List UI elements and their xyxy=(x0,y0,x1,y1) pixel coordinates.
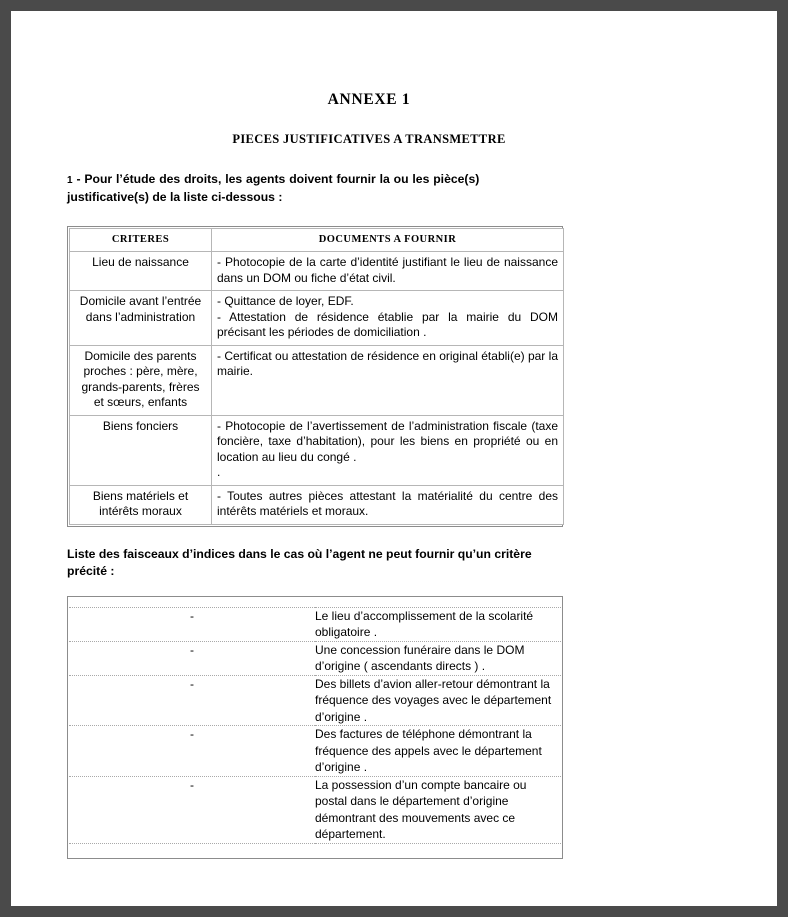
list-bullet: - xyxy=(69,641,315,675)
list-item xyxy=(69,641,561,675)
intro-text: - Pour l’étude des droits, les agents doivent fournir la ou les pièce(s) xyxy=(76,172,480,186)
indices-lead-paragraph xyxy=(67,546,567,580)
intro-paragraph-line2: justificative(s) de la liste ci-dessous : xyxy=(67,190,283,204)
criterion-cell: Lieu de naissance xyxy=(70,252,212,291)
list-item-text: La possession d’un compte bancaire ou postal dans le département d’origine démontrant des mouvements avec ce département. xyxy=(315,776,561,843)
table-row xyxy=(70,345,564,415)
document-line: - Photocopie de la carte d’identité justifiant le lieu de naissance dans un DOM ou fiche d’état civil. xyxy=(217,255,558,285)
criterion-cell: Domicile avant l’entrée dans l’administration xyxy=(70,291,212,346)
list-item xyxy=(69,776,561,843)
criterion-cell: Biens matériels et intérêts moraux xyxy=(70,485,212,524)
spacer-row xyxy=(69,843,561,857)
criteria-table-container xyxy=(67,226,563,527)
table-row xyxy=(70,415,564,485)
intro-paragraph xyxy=(67,171,612,189)
list-bullet: - xyxy=(69,675,315,726)
list-bullet: - xyxy=(69,607,315,641)
documents-cell xyxy=(212,485,564,524)
intro-number: 1 xyxy=(67,175,73,186)
indices-lead-line2: précité : xyxy=(67,563,115,578)
list-item-text: Des factures de téléphone démontrant la fréquence des appels avec le département d’origine . xyxy=(315,726,561,777)
documents-cell xyxy=(212,415,564,485)
table-row xyxy=(70,252,564,291)
indices-lead-line1: Liste des faisceaux d’indices dans le cas où l’agent ne peut fournir qu’un critère xyxy=(67,546,532,561)
list-item xyxy=(69,675,561,726)
page-subtitle: PIECES JUSTIFICATIVES A TRANSMETTRE xyxy=(232,132,506,146)
page-title: ANNEXE 1 xyxy=(327,91,411,108)
table-row xyxy=(70,291,564,346)
list-bullet: - xyxy=(69,776,315,843)
documents-cell xyxy=(212,252,564,291)
documents-cell xyxy=(212,345,564,415)
document-line: - Attestation de résidence établie par la mairie du DOM précisant les périodes de domiciliation . xyxy=(217,309,558,339)
indices-table xyxy=(69,598,561,857)
list-item xyxy=(69,726,561,777)
list-item-text: Le lieu d’accomplissement de la scolarité obligatoire . xyxy=(315,607,561,641)
documents-cell xyxy=(212,291,564,346)
document-content xyxy=(67,11,727,859)
indices-list-container xyxy=(67,596,563,859)
criteria-table xyxy=(69,228,564,525)
criterion-cell: Biens fonciers xyxy=(70,415,212,485)
criterion-cell: Domicile des parents proches : père, mère, grands-parents, frères et sœurs, enfants xyxy=(70,345,212,415)
document-page xyxy=(11,11,777,906)
list-bullet: - xyxy=(69,726,315,777)
list-item-text: Des billets d’avion aller-retour démontrant la fréquence des voyages avec le département d’origine . xyxy=(315,675,561,726)
document-line: . xyxy=(217,465,221,479)
table-row xyxy=(70,485,564,524)
document-line: - Toutes autres pièces attestant la matérialité du centre des intérêts matériels et moraux. xyxy=(217,488,558,518)
spacer-row xyxy=(69,598,561,608)
document-line: - Quittance de loyer, EDF. xyxy=(217,294,354,308)
column-header-documents: DOCUMENTS A FOURNIR xyxy=(212,229,564,252)
document-line: - Photocopie de l’avertissement de l’administration fiscale (taxe foncière, taxe d’habitation), pour les biens en propriété ou en location au lieu du congé . xyxy=(217,418,558,464)
document-line: - Certificat ou attestation de résidence en original établi(e) par la mairie. xyxy=(217,348,558,378)
list-item xyxy=(69,607,561,641)
list-item-text: Une concession funéraire dans le DOM d’origine ( ascendants directs ) . xyxy=(315,641,561,675)
criteria-table-header-row xyxy=(70,229,564,252)
column-header-criteres: CRITERES xyxy=(70,229,212,252)
